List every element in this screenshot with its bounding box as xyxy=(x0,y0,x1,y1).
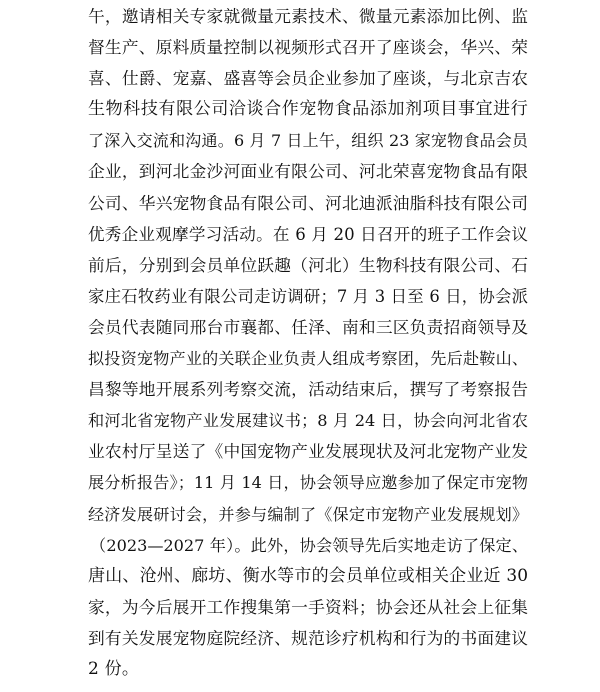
text-line: 公司、华兴宠物食品有限公司、河北迪派油脂科技有限公司 xyxy=(88,192,528,213)
text-line: 昌黎等地开展系列考察交流，活动结束后，撰写了考察报告 xyxy=(88,379,528,400)
text-line: 前后，分别到会员单位跃趣（河北）生物科技有限公司、石 xyxy=(88,254,528,275)
text-line: 喜、仕爵、宠嘉、盛喜等会员企业参加了座谈，与北京吉农 xyxy=(88,68,528,89)
text-line: 企业，到河北金沙河面业有限公司、河北荣喜宠物食品有限 xyxy=(88,161,528,182)
text-line: 展分析报告》；11 月 14 日，协会领导应邀参加了保定市宠物 xyxy=(88,473,528,493)
text-line: 和河北省宠物产业发展建议书；8 月 24 日，协会向河北省农 xyxy=(88,411,528,431)
text-line: 会员代表随同邢台市襄都、任泽、南和三区负责招商领导及 xyxy=(88,316,528,337)
text-line: 唐山、沧州、廊坊、衡水等市的会员单位或相关企业近 30 xyxy=(88,565,528,586)
body-paragraph xyxy=(88,1,528,685)
text-line: 业农村厅呈送了《中国宠物产业发展现状及河北宠物产业发 xyxy=(88,441,528,462)
text-line: 拟投资宠物产业的关联企业负责人组成考察团，先后赴鞍山、 xyxy=(88,349,528,369)
text-line: 午，邀请相关专家就微量元素技术、微量元素添加比例、监 xyxy=(88,6,528,26)
text-line: 经济发展研讨会，并参与编制了《保定市宠物产业发展规划》 xyxy=(88,504,528,524)
text-line: 到有关发展宠物庭院经济、规范诊疗机构和行为的书面建议 xyxy=(88,627,528,648)
text-line: 2 份。 xyxy=(88,658,140,679)
text-line: 督生产、原料质量控制以视频形式召开了座谈会，华兴、荣 xyxy=(88,37,528,58)
text-line: 生物科技有限公司洽谈合作宠物食品添加剂项目事宜进行 xyxy=(88,99,528,120)
text-line: 家庄石牧药业有限公司走访调研；7 月 3 日至 6 日，协会派 xyxy=(88,286,528,306)
text-line: 优秀企业观摩学习活动。在 6 月 20 日召开的班子工作会议 xyxy=(88,224,528,244)
text-line: 了深入交流和沟通。6 月 7 日上午，组织 23 家宠物食品会员 xyxy=(88,131,528,151)
text-line: 家，为今后展开工作搜集第一手资料；协会还从社会上征集 xyxy=(88,596,528,617)
text-line: （2023—2027 年）。此外，协会领导先后实地走访了保定、 xyxy=(90,535,528,555)
